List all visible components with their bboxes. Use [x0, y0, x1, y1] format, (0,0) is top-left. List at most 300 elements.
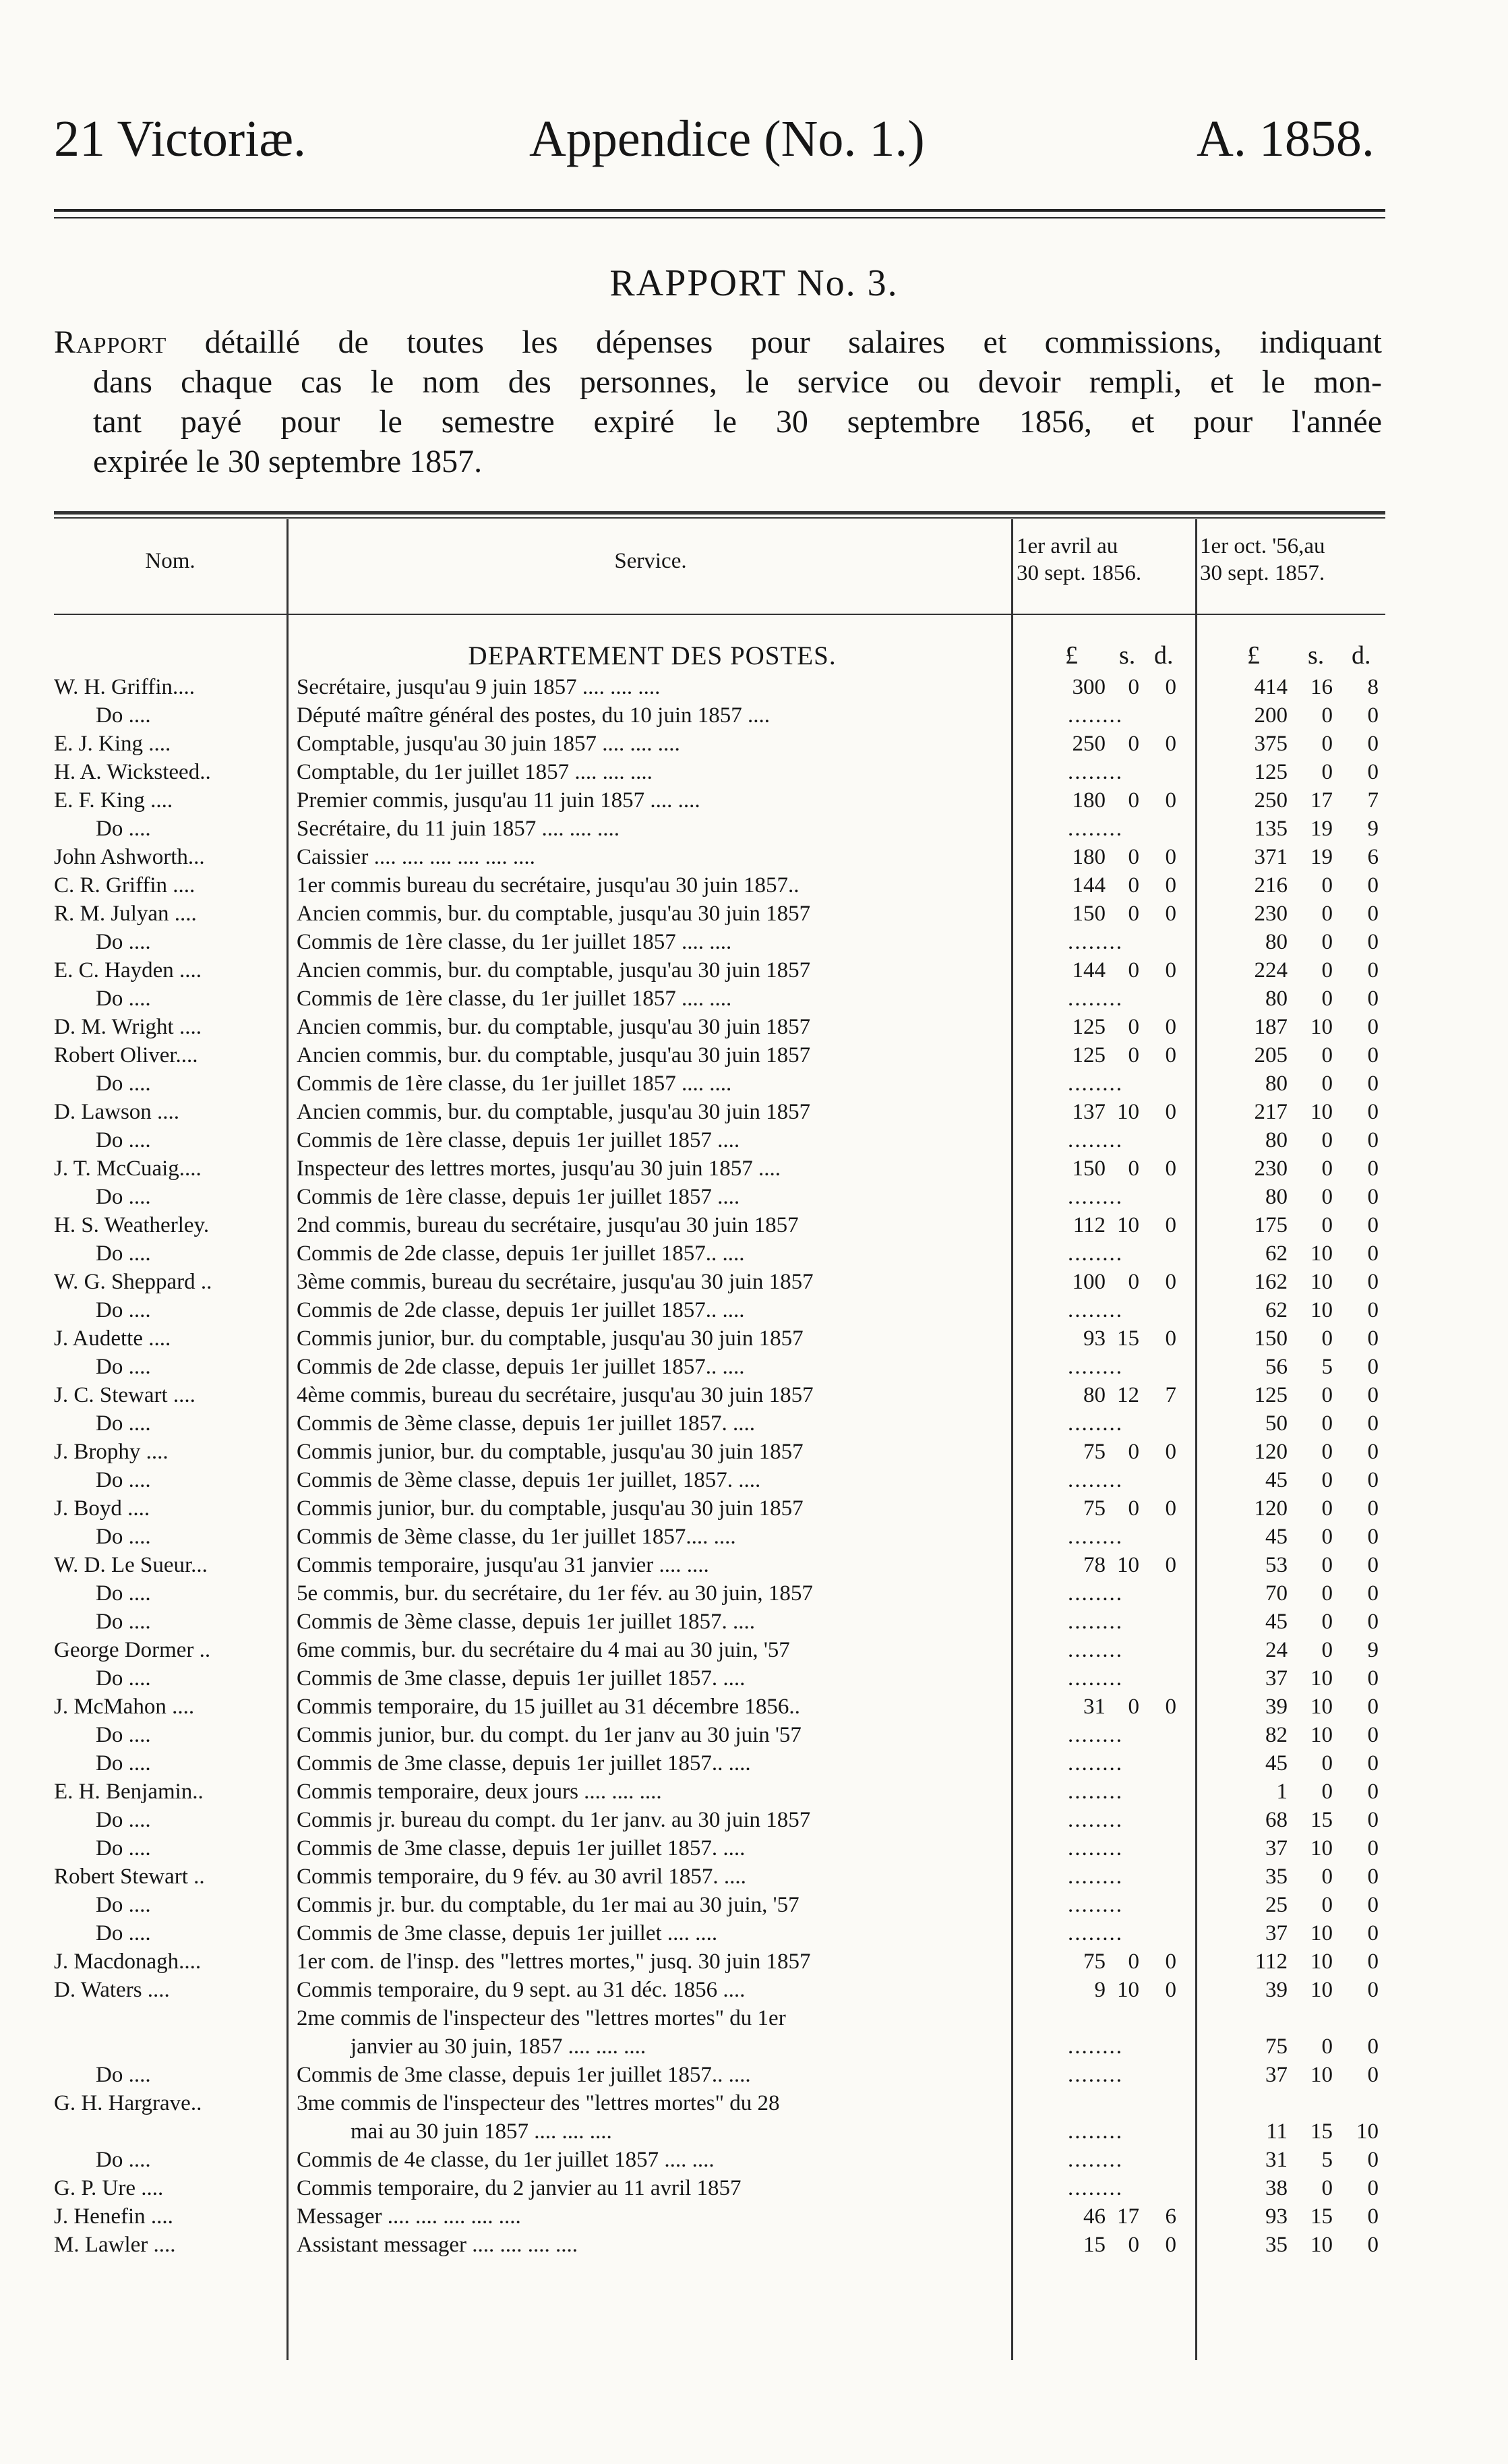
service-description: Premier commis, jusqu'au 11 juin 1857 .... .... [297, 788, 700, 813]
employee-name: Do .... [96, 1610, 151, 1634]
employee-name: J. C. Stewart .... [54, 1383, 195, 1407]
amount-1857-pence: 0 [1367, 2204, 1379, 2229]
amount-1856-pence: 0 [1165, 1043, 1176, 1067]
amount-1857-shillings: 10 [1310, 1695, 1333, 1719]
amount-1857-shillings: 0 [1321, 1581, 1333, 1606]
amount-1856-shillings: 0 [1128, 1440, 1139, 1464]
amount-1857-pence: 0 [1367, 1893, 1379, 1917]
amount-1857-pounds: 50 [1265, 1411, 1288, 1436]
amount-1857-pence: 0 [1367, 1185, 1379, 1209]
amount-1856-empty: ........ [1068, 1610, 1123, 1634]
amount-1857-pence: 0 [1367, 1298, 1379, 1322]
amount-1857-pounds: 39 [1265, 1978, 1288, 2002]
amount-1857-pounds: 68 [1265, 1808, 1288, 1832]
service-description: Assistant messager .... .... .... .... [297, 2233, 578, 2257]
employee-name: Do .... [96, 1525, 151, 1549]
amount-1857-shillings: 0 [1321, 760, 1333, 784]
amount-1856-pounds: 100 [1072, 1270, 1106, 1294]
amount-1856-empty: ........ [1068, 1072, 1123, 1096]
amount-1856-pence: 0 [1165, 873, 1176, 898]
amount-1857-shillings: 10 [1310, 1270, 1333, 1294]
amount-1857-pounds: 230 [1254, 902, 1288, 926]
amount-1856-pence: 0 [1165, 1100, 1176, 1124]
employee-name: Do .... [96, 1185, 151, 1209]
employee-name: J. Brophy .... [54, 1440, 169, 1464]
amount-1857-pounds: 205 [1254, 1043, 1288, 1067]
amount-1857-shillings: 0 [1321, 1411, 1333, 1436]
amount-1857-shillings: 0 [1321, 1072, 1333, 1096]
amount-1856-empty: ........ [1068, 1921, 1123, 1945]
amount-1856-empty: ........ [1068, 1241, 1123, 1266]
amount-1856-pounds: 75 [1083, 1440, 1106, 1464]
employee-name: R. M. Julyan .... [54, 902, 197, 926]
employee-name: D. M. Wright .... [54, 1015, 202, 1039]
amount-1856-pence: 0 [1165, 1270, 1176, 1294]
service-description: Commis junior, bur. du comptable, jusqu'au 30 juin 1857 [297, 1496, 804, 1521]
amount-1857-shillings: 0 [1321, 1468, 1333, 1492]
amount-1856-pounds: 150 [1072, 902, 1106, 926]
amount-1857-shillings: 0 [1321, 1553, 1333, 1577]
employee-name: Do .... [96, 1355, 151, 1379]
amount-1857-shillings: 10 [1310, 1100, 1333, 1124]
amount-1857-shillings: 0 [1321, 1610, 1333, 1634]
column-header-service: Service. [614, 549, 687, 573]
amount-1857-shillings: 0 [1321, 1525, 1333, 1549]
employee-name: W. H. Griffin.... [54, 675, 195, 699]
amount-1856-pounds: 93 [1083, 1326, 1106, 1351]
amount-1857-shillings: 0 [1321, 732, 1333, 756]
service-description: Commis de 3ème classe, du 1er juillet 1857.... .... [297, 1525, 736, 1549]
amount-1857-shillings: 0 [1321, 902, 1333, 926]
employee-name: Do .... [96, 1241, 151, 1266]
amount-1857-pounds: 93 [1265, 2204, 1288, 2229]
amount-1857-pounds: 80 [1265, 1128, 1288, 1152]
amount-1857-pounds: 162 [1254, 1270, 1288, 1294]
amount-1856-shillings: 0 [1128, 902, 1139, 926]
amount-1856-empty: ........ [1068, 987, 1123, 1011]
amount-1857-pence: 0 [1367, 1836, 1379, 1860]
amount-1856-empty: ........ [1068, 1128, 1123, 1152]
amount-1856-empty: ........ [1068, 1411, 1123, 1436]
amount-1857-pence: 0 [1367, 1270, 1379, 1294]
employee-name: Do .... [96, 1468, 151, 1492]
service-description: Secrétaire, du 11 juin 1857 .... .... .... [297, 817, 620, 841]
amount-1856-empty: ........ [1068, 2176, 1123, 2200]
service-description: Député maître général des postes, du 10 juin 1857 .... [297, 703, 771, 728]
service-description: Commis junior, bur. du comptable, jusqu'au 30 juin 1857 [297, 1440, 804, 1464]
amount-1857-shillings: 0 [1321, 1326, 1333, 1351]
employee-name: Do .... [96, 1128, 151, 1152]
amount-1857-pence: 9 [1367, 1638, 1379, 1662]
amount-1857-pence: 0 [1367, 2034, 1379, 2059]
amount-1857-pence: 0 [1367, 732, 1379, 756]
amount-1856-shillings: 0 [1128, 1156, 1139, 1181]
employee-name: J. Audette .... [54, 1326, 171, 1351]
running-header-right: A. 1858. [1197, 111, 1375, 167]
amount-1856-pounds: 75 [1083, 1496, 1106, 1521]
amount-1857-pounds: 216 [1254, 873, 1288, 898]
service-description: Commis de 1ère classe, du 1er juillet 1857 .... .... [297, 987, 732, 1011]
amount-1857-pounds: 80 [1265, 930, 1288, 954]
running-header-left: 21 Victoriæ. [54, 111, 307, 167]
service-description: Ancien commis, bur. du comptable, jusqu'au 30 juin 1857 [297, 1043, 811, 1067]
amount-1857-pence: 0 [1367, 2148, 1379, 2172]
employee-name: E. C. Hayden .... [54, 958, 202, 982]
amount-1857-pence: 0 [1367, 1326, 1379, 1351]
amount-1856-empty: ........ [1068, 2148, 1123, 2172]
employee-name: J. Henefin .... [54, 2204, 173, 2229]
amount-1857-shillings: 0 [1321, 703, 1333, 728]
amount-1856-shillings: 0 [1128, 873, 1139, 898]
service-description: Commis jr. bureau du compt. du 1er janv. au 30 juin 1857 [297, 1808, 811, 1832]
amount-1856-pounds: 9 [1094, 1978, 1106, 2002]
amount-1857-pence: 0 [1367, 987, 1379, 1011]
amount-1856-pounds: 180 [1072, 788, 1106, 813]
employee-name: Robert Stewart .. [54, 1865, 205, 1889]
amount-1857-shillings: 16 [1310, 675, 1333, 699]
amount-1857-pence: 0 [1367, 902, 1379, 926]
employee-name: D. Lawson .... [54, 1100, 180, 1124]
amount-1857-pence: 0 [1367, 1751, 1379, 1776]
amount-1856-pence: 7 [1165, 1383, 1176, 1407]
amount-1856-empty: ........ [1068, 2034, 1123, 2059]
service-description: Commis de 1ère classe, du 1er juillet 1857 .... .... [297, 930, 732, 954]
amount-1856-shillings: 0 [1128, 1695, 1139, 1719]
amount-1857-pence: 0 [1367, 1468, 1379, 1492]
amount-1856-pounds: 180 [1072, 845, 1106, 869]
amount-1856-pence: 0 [1165, 788, 1176, 813]
service-description: Commis de 1ère classe, depuis 1er juillet 1857 .... [297, 1185, 740, 1209]
intro-first-word: Rapport [54, 324, 167, 360]
service-description: mai au 30 juin 1857 .... .... .... [351, 2119, 612, 2144]
amount-1857-pence: 0 [1367, 2233, 1379, 2257]
amount-1857-pence: 0 [1367, 1355, 1379, 1379]
running-header-center: Appendice (No. 1.) [529, 111, 925, 167]
amount-1857-pounds: 37 [1265, 1666, 1288, 1691]
intro-line-2: dans chaque cas le nom des personnes, le service ou devoir rempli, et le mon- [93, 364, 1382, 400]
employee-name: Do .... [96, 1723, 151, 1747]
service-description: Commis de 3me classe, depuis 1er juillet 1857. .... [297, 1836, 746, 1860]
amount-1856-pence: 0 [1165, 1949, 1176, 1974]
amount-1857-shillings: 0 [1321, 1185, 1333, 1209]
amount-1857-shillings: 10 [1310, 1298, 1333, 1322]
service-description: Ancien commis, bur. du comptable, jusqu'au 30 juin 1857 [297, 902, 811, 926]
service-description: Inspecteur des lettres mortes, jusqu'au 30 juin 1857 .... [297, 1156, 781, 1181]
employee-name: G. H. Hargrave.. [54, 2091, 202, 2115]
amount-1856-shillings: 17 [1117, 2204, 1139, 2229]
service-description: Commis de 4e classe, du 1er juillet 1857 .... .... [297, 2148, 715, 2172]
column-header-period1-line2: 30 sept. 1856. [1017, 561, 1142, 585]
amount-1856-pence: 0 [1165, 845, 1176, 869]
amount-1857-shillings: 17 [1310, 788, 1333, 813]
amount-1857-shillings: 15 [1310, 2204, 1333, 2229]
amount-1857-pounds: 150 [1254, 1326, 1288, 1351]
amount-1856-pence: 0 [1165, 1496, 1176, 1521]
amount-1856-pence: 0 [1165, 1156, 1176, 1181]
amount-1857-shillings: 0 [1321, 873, 1333, 898]
service-description: 2nd commis, bureau du secrétaire, jusqu'au 30 juin 1857 [297, 1213, 799, 1237]
amount-1857-shillings: 0 [1321, 1043, 1333, 1067]
amount-1857-pounds: 1 [1276, 1780, 1288, 1804]
amount-1857-shillings: 10 [1310, 1921, 1333, 1945]
employee-name: Do .... [96, 1836, 151, 1860]
amount-1857-pence: 8 [1367, 675, 1379, 699]
amount-1856-empty: ........ [1068, 703, 1123, 728]
service-description: Commis de 2de classe, depuis 1er juillet 1857.. .... [297, 1355, 745, 1379]
amount-1857-pounds: 45 [1265, 1525, 1288, 1549]
employee-name: Do .... [96, 1581, 151, 1606]
service-description: Commis de 3me classe, depuis 1er juillet .... .... [297, 1921, 718, 1945]
amount-1856-empty: ........ [1068, 1893, 1123, 1917]
employee-name: E. F. King .... [54, 788, 173, 813]
amount-1857-pence: 0 [1367, 958, 1379, 982]
amount-1857-pence: 0 [1367, 1666, 1379, 1691]
amount-1857-pence: 0 [1367, 1695, 1379, 1719]
amount-1856-pence: 0 [1165, 1978, 1176, 2002]
amount-1857-pounds: 175 [1254, 1213, 1288, 1237]
amount-1856-pence: 0 [1165, 1213, 1176, 1237]
employee-name: Do .... [96, 1751, 151, 1776]
amount-1856-pounds: 300 [1072, 675, 1106, 699]
amount-1857-pence: 0 [1367, 930, 1379, 954]
employee-name: John Ashworth... [54, 845, 205, 869]
employee-name: George Dormer .. [54, 1638, 211, 1662]
amount-1857-shillings: 10 [1310, 1978, 1333, 2002]
amount-1857-pence: 0 [1367, 1780, 1379, 1804]
intro-line-4: expirée le 30 septembre 1857. [93, 444, 483, 479]
amount-1856-shillings: 0 [1128, 1270, 1139, 1294]
amount-1857-pence: 0 [1367, 1241, 1379, 1266]
service-description: Commis de 1ère classe, depuis 1er juillet 1857 .... [297, 1128, 740, 1152]
amount-1856-empty: ........ [1068, 760, 1123, 784]
amount-1857-shillings: 5 [1321, 2148, 1333, 2172]
amount-1856-pence: 6 [1165, 2204, 1176, 2229]
amount-1857-shillings: 10 [1310, 1723, 1333, 1747]
amount-1856-shillings: 0 [1128, 1496, 1139, 1521]
amount-1857-pence: 0 [1367, 2063, 1379, 2087]
amount-1856-shillings: 15 [1117, 1326, 1139, 1351]
amount-1857-shillings: 0 [1321, 958, 1333, 982]
service-description: 6me commis, bur. du secrétaire du 4 mai au 30 juin, '57 [297, 1638, 790, 1662]
amount-1857-pence: 0 [1367, 1015, 1379, 1039]
amount-1857-pence: 0 [1367, 1723, 1379, 1747]
amount-1856-shillings: 0 [1128, 732, 1139, 756]
amount-1856-empty: ........ [1068, 2119, 1123, 2144]
service-description: Commis temporaire, deux jours .... .... .... [297, 1780, 662, 1804]
employee-name: Do .... [96, 1893, 151, 1917]
service-description: Commis de 3ème classe, depuis 1er juillet, 1857. .... [297, 1468, 761, 1492]
service-description: Commis de 3me classe, depuis 1er juillet 1857.. .... [297, 1751, 751, 1776]
employee-name: Do .... [96, 930, 151, 954]
amount-1857-shillings: 0 [1321, 1383, 1333, 1407]
col1-shilling-label: s. [1119, 641, 1136, 670]
column-header-period1-line1: 1er avril au [1017, 534, 1118, 558]
amount-1857-pounds: 37 [1265, 1921, 1288, 1945]
service-description: 3ème commis, bureau du secrétaire, jusqu'au 30 juin 1857 [297, 1270, 814, 1294]
amount-1856-empty: ........ [1068, 1525, 1123, 1549]
amount-1857-pence: 0 [1367, 1100, 1379, 1124]
service-description: Commis de 3me classe, depuis 1er juillet 1857. .... [297, 1666, 746, 1691]
employee-name: Do .... [96, 1921, 151, 1945]
amount-1856-shillings: 0 [1128, 1015, 1139, 1039]
amount-1857-pence: 0 [1367, 2176, 1379, 2200]
amount-1857-shillings: 0 [1321, 1440, 1333, 1464]
service-description: Commis de 3me classe, depuis 1er juillet 1857.. .... [297, 2063, 751, 2087]
amount-1857-pounds: 45 [1265, 1610, 1288, 1634]
amount-1856-shillings: 0 [1128, 1949, 1139, 1974]
amount-1857-pence: 0 [1367, 1128, 1379, 1152]
employee-name: Do .... [96, 1072, 151, 1096]
amount-1857-pounds: 230 [1254, 1156, 1288, 1181]
amount-1857-pounds: 38 [1265, 2176, 1288, 2200]
amount-1857-pounds: 31 [1265, 2148, 1288, 2172]
amount-1857-shillings: 0 [1321, 1128, 1333, 1152]
amount-1856-pounds: 112 [1073, 1213, 1106, 1237]
amount-1857-pounds: 11 [1266, 2119, 1288, 2144]
intro-line-1: détaillé de toutes les dépenses pour salaires et commissions, indiquant [204, 324, 1383, 360]
amount-1857-pence: 0 [1367, 1949, 1379, 1974]
service-description: Comptable, jusqu'au 30 juin 1857 .... .... .... [297, 732, 680, 756]
amount-1856-empty: ........ [1068, 1780, 1123, 1804]
amount-1857-shillings: 10 [1310, 2233, 1333, 2257]
employee-name: Do .... [96, 1298, 151, 1322]
service-description: Commis jr. bur. du comptable, du 1er mai au 30 juin, '57 [297, 1893, 800, 1917]
service-description: Commis de 3ème classe, depuis 1er juillet 1857. .... [297, 1411, 756, 1436]
employee-name: D. Waters .... [54, 1978, 170, 2002]
amount-1857-pounds: 25 [1265, 1893, 1288, 1917]
amount-1856-shillings: 10 [1117, 1553, 1139, 1577]
amount-1856-shillings: 0 [1128, 2233, 1139, 2257]
amount-1857-pounds: 45 [1265, 1751, 1288, 1776]
amount-1857-pence: 0 [1367, 1553, 1379, 1577]
service-description: Commis de 1ère classe, du 1er juillet 1857 .... .... [297, 1072, 732, 1096]
department-heading: DEPARTEMENT DES POSTES. [468, 641, 837, 670]
amount-1857-pounds: 37 [1265, 1836, 1288, 1860]
amount-1857-pounds: 187 [1254, 1015, 1288, 1039]
amount-1857-pence: 0 [1367, 1043, 1379, 1067]
service-description: 3me commis de l'inspecteur des "lettres mortes" du 28 [297, 2091, 780, 2115]
intro-line-3: tant payé pour le semestre expiré le 30 septembre 1856, et pour l'année [93, 404, 1382, 440]
amount-1857-pounds: 37 [1265, 2063, 1288, 2087]
amount-1857-pounds: 224 [1254, 958, 1288, 982]
amount-1856-pence: 0 [1165, 1326, 1176, 1351]
amount-1857-pounds: 80 [1265, 987, 1288, 1011]
amount-1857-pence: 0 [1367, 1156, 1379, 1181]
amount-1857-pounds: 375 [1254, 732, 1288, 756]
amount-1856-empty: ........ [1068, 1638, 1123, 1662]
amount-1857-shillings: 19 [1310, 817, 1333, 841]
amount-1856-empty: ........ [1068, 930, 1123, 954]
employee-name: H. S. Weatherley. [54, 1213, 210, 1237]
employee-name: W. G. Sheppard .. [54, 1270, 212, 1294]
amount-1857-shillings: 0 [1321, 2034, 1333, 2059]
amount-1856-pence: 0 [1165, 675, 1176, 699]
amount-1857-pounds: 120 [1254, 1496, 1288, 1521]
amount-1856-pounds: 78 [1083, 1553, 1106, 1577]
employee-name: J. Macdonagh.... [54, 1949, 202, 1974]
amount-1856-pounds: 31 [1083, 1695, 1106, 1719]
amount-1857-shillings: 0 [1321, 1496, 1333, 1521]
amount-1857-pounds: 62 [1265, 1298, 1288, 1322]
service-description: Commis temporaire, du 15 juillet au 31 décembre 1856.. [297, 1695, 800, 1719]
employee-name: E. H. Benjamin.. [54, 1780, 204, 1804]
amount-1857-pence: 0 [1367, 1411, 1379, 1436]
employee-name: M. Lawler .... [54, 2233, 176, 2257]
col2-shilling-label: s. [1308, 641, 1325, 670]
amount-1857-shillings: 0 [1321, 987, 1333, 1011]
amount-1856-shillings: 10 [1117, 1100, 1139, 1124]
employee-name: Do .... [96, 817, 151, 841]
service-description: Ancien commis, bur. du comptable, jusqu'au 30 juin 1857 [297, 958, 811, 982]
service-description: Comptable, du 1er juillet 1857 .... .... .... [297, 760, 653, 784]
amount-1857-pence: 6 [1367, 845, 1379, 869]
amount-1857-pounds: 217 [1254, 1100, 1288, 1124]
amount-1856-empty: ........ [1068, 1808, 1123, 1832]
amount-1857-pounds: 35 [1265, 1865, 1288, 1889]
amount-1856-empty: ........ [1068, 1355, 1123, 1379]
amount-1857-shillings: 0 [1321, 1213, 1333, 1237]
amount-1857-pounds: 200 [1254, 703, 1288, 728]
amount-1857-pence: 0 [1367, 1440, 1379, 1464]
amount-1856-shillings: 0 [1128, 788, 1139, 813]
amount-1856-empty: ........ [1068, 1723, 1123, 1747]
amount-1857-pounds: 125 [1254, 760, 1288, 784]
amount-1857-pounds: 80 [1265, 1072, 1288, 1096]
amount-1857-shillings: 10 [1310, 1949, 1333, 1974]
amount-1857-pounds: 70 [1265, 1581, 1288, 1606]
amount-1857-pence: 0 [1367, 1808, 1379, 1832]
amount-1857-pence: 0 [1367, 703, 1379, 728]
amount-1857-pence: 0 [1367, 1610, 1379, 1634]
employee-name: W. D. Le Sueur... [54, 1553, 208, 1577]
service-description: Commis temporaire, du 2 janvier au 11 avril 1857 [297, 2176, 742, 2200]
column-header-name: Nom. [145, 549, 195, 573]
amount-1856-pence: 0 [1165, 1695, 1176, 1719]
amount-1856-pounds: 80 [1083, 1383, 1106, 1407]
amount-1856-empty: ........ [1068, 1865, 1123, 1889]
amount-1857-pounds: 125 [1254, 1383, 1288, 1407]
amount-1856-pence: 0 [1165, 732, 1176, 756]
employee-name: E. J. King .... [54, 732, 171, 756]
amount-1857-pence: 0 [1367, 873, 1379, 898]
amount-1857-shillings: 5 [1321, 1355, 1333, 1379]
employee-name: Robert Oliver.... [54, 1043, 198, 1067]
col2-pence-label: d. [1352, 641, 1371, 670]
service-description: 2me commis de l'inspecteur des "lettres mortes" du 1er [297, 2006, 786, 2030]
column-header-period2-line2: 30 sept. 1857. [1200, 561, 1325, 585]
amount-1857-shillings: 10 [1310, 1666, 1333, 1691]
service-description: Commis temporaire, du 9 sept. au 31 déc. 1856 .... [297, 1978, 746, 2002]
amount-1857-pence: 9 [1367, 817, 1379, 841]
amount-1857-pounds: 56 [1265, 1355, 1288, 1379]
amount-1856-empty: ........ [1068, 817, 1123, 841]
report-title: RAPPORT No. 3. [609, 262, 899, 304]
service-description: Ancien commis, bur. du comptable, jusqu'au 30 juin 1857 [297, 1015, 811, 1039]
amount-1857-pounds: 75 [1265, 2034, 1288, 2059]
amount-1856-empty: ........ [1068, 1666, 1123, 1691]
amount-1856-pounds: 144 [1072, 958, 1106, 982]
service-description: Commis de 2de classe, depuis 1er juillet 1857.. .... [297, 1298, 745, 1322]
service-description: Messager .... .... .... .... .... [297, 2204, 521, 2229]
amount-1857-shillings: 15 [1310, 2119, 1333, 2144]
amount-1857-pounds: 39 [1265, 1695, 1288, 1719]
amount-1856-empty: ........ [1068, 1468, 1123, 1492]
amount-1856-pounds: 125 [1072, 1015, 1106, 1039]
amount-1857-shillings: 10 [1310, 1015, 1333, 1039]
service-description: Commis temporaire, jusqu'au 31 janvier .... .... [297, 1553, 709, 1577]
amount-1857-shillings: 10 [1310, 2063, 1333, 2087]
amount-1856-pence: 0 [1165, 1015, 1176, 1039]
